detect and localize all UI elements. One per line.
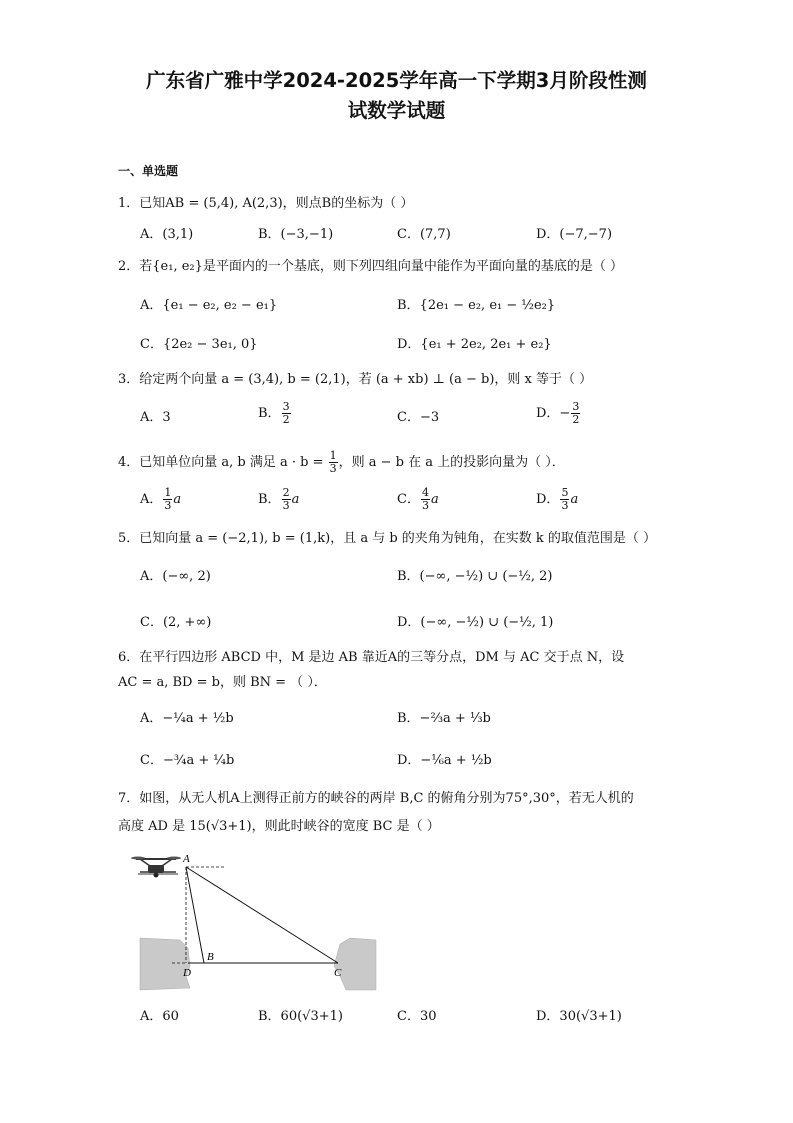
q3-option-b: [258, 401, 292, 426]
q3-option-b-label: B．: [258, 406, 281, 421]
q6-option-c: C．−¾a + ¼b: [140, 753, 235, 768]
q3-option-b-fraction: [282, 401, 291, 426]
q2-option-d: D．{e₁ + 2e₂, 2e₁ + e₂}: [397, 337, 552, 352]
q7-option-b: B．60(√3+1): [258, 1009, 343, 1024]
q4-option-c: [397, 487, 439, 512]
question-5-stem: 5．已知向量 a = (−2,1), b = (1,k)，且 a 与 b 的夹角为钝角，在实数 k 的取值范围是（ ）: [118, 531, 657, 546]
q3-option-a: A．3: [140, 410, 171, 425]
vector-a: a: [291, 492, 300, 507]
q4-option-b-fraction: [282, 487, 291, 512]
denominator: 2: [282, 413, 290, 426]
numerator: 3: [282, 400, 290, 413]
title-line-2: 试数学试题: [347, 99, 446, 122]
q7-option-c: C．30: [397, 1009, 437, 1024]
denominator: 3: [164, 499, 172, 512]
vector-a: a: [570, 492, 579, 507]
numerator: 2: [282, 486, 290, 499]
q4-option-c-fraction: [421, 487, 430, 512]
numerator: 5: [561, 486, 569, 499]
q6-option-d: D．−⅙a + ½b: [397, 753, 492, 768]
question-1-stem: 1．已知AB = (5,4), A(2,3)，则点B的坐标为（ ）: [118, 196, 414, 211]
q3-option-c: C．−3: [397, 410, 440, 425]
label-point-d: D: [183, 967, 191, 979]
q4-option-d-label: D．: [536, 492, 560, 507]
q4-option-a: [140, 487, 181, 512]
question-3-stem: 3．给定两个向量 a = (3,4), b = (2,1)，若 (a + xb) ⊥ (a − b)，则 x 等于（ ）: [118, 372, 593, 387]
label-point-b: B: [207, 951, 214, 963]
q1-option-d: D．(−7,−7): [536, 227, 613, 242]
q6-option-a: A．−¼a + ½b: [140, 711, 234, 726]
q4-option-b: [258, 487, 299, 512]
q3-option-d: [536, 401, 581, 426]
question-7-stem-line-1: 7．如图，从无人机A上测得正前方的峡谷的两岸 B,C 的俯角分别为75°,30°，若无人机的: [118, 791, 634, 806]
q2-option-c: C．{2e₂ − 3e₁, 0}: [140, 337, 258, 352]
q3-option-d-label: D．−: [536, 406, 571, 421]
question-6-stem-line-2: AC = a, BD = b，则 BN = （ ）．: [118, 675, 327, 690]
numerator: 4: [421, 486, 429, 499]
q6-option-b: B．−⅔a + ⅓b: [397, 711, 491, 726]
label-point-c: C: [334, 967, 342, 979]
q2-option-b: B．{2e₁ − e₂, e₁ − ½e₂}: [397, 298, 556, 313]
question-2-stem: 2．若{e₁, e₂}是平面内的一个基底，则下列四组向量中能作为平面向量的基底的是（ ）: [118, 259, 624, 274]
numerator: 1: [164, 486, 172, 499]
q1-option-a: A．(3,1): [140, 227, 194, 242]
title-line-1: 广东省广雅中学2024-2025学年高一下学期3月阶段性测: [146, 69, 647, 92]
question-7-stem-line-2: 高度 AD 是 15(√3+1)，则此时峡谷的宽度 BC 是（ ）: [118, 819, 440, 834]
q2-option-a: A．{e₁ − e₂, e₂ − e₁}: [140, 298, 278, 313]
denominator: 3: [421, 499, 429, 512]
q4-option-a-fraction: [163, 487, 172, 512]
question-6-stem-line-1: 6．在平行四边形 ABCD 中，M 是边 AB 靠近A的三等分点，DM 与 AC 交于点 N，设: [118, 650, 625, 665]
left-cliff: [140, 938, 190, 990]
numerator: 1: [329, 449, 337, 462]
q7-option-d: D．30(√3+1): [536, 1009, 622, 1024]
numerator: 3: [572, 400, 580, 413]
denominator: 3: [561, 499, 569, 512]
right-cliff: [334, 938, 376, 990]
document-title: [60, 66, 733, 126]
denominator: 3: [329, 462, 337, 475]
canyon-drone-figure: [128, 848, 378, 996]
q4-stem-post: ，则 a − b 在 a 上的投影向量为（ ）．: [338, 455, 565, 470]
q4-option-d: [536, 487, 578, 512]
section-heading: 一、单选题: [118, 164, 179, 178]
q1-option-c: C．(7,7): [397, 227, 451, 242]
q5-option-d: D．(−∞, −½) ∪ (−½, 1): [397, 615, 554, 630]
denominator: 3: [282, 499, 290, 512]
q3-option-d-fraction: [571, 401, 580, 426]
q4-stem-pre: 4．已知单位向量 a, b 满足 a · b =: [118, 455, 328, 470]
q4-option-d-fraction: [560, 487, 569, 512]
denominator: 2: [572, 413, 580, 426]
drone-icon: [131, 857, 181, 878]
q4-option-b-label: B．: [258, 492, 281, 507]
sight-line-ab: [186, 867, 204, 963]
q1-option-b: B．(−3,−1): [258, 227, 334, 242]
q4-option-a-label: A．: [140, 492, 163, 507]
q5-option-c: C．(2, +∞): [140, 615, 212, 630]
sight-line-ac: [186, 867, 338, 963]
vector-a: a: [430, 492, 439, 507]
vector-a: a: [173, 492, 182, 507]
q5-option-b: B．(−∞, −½) ∪ (−½, 2): [397, 569, 553, 584]
q7-option-a: A．60: [140, 1009, 179, 1024]
q4-stem-fraction: [329, 450, 338, 475]
question-4-stem: [118, 450, 565, 475]
q4-option-c-label: C．: [397, 492, 420, 507]
q5-option-a: A．(−∞, 2): [140, 569, 211, 584]
label-point-a: A: [183, 853, 190, 865]
